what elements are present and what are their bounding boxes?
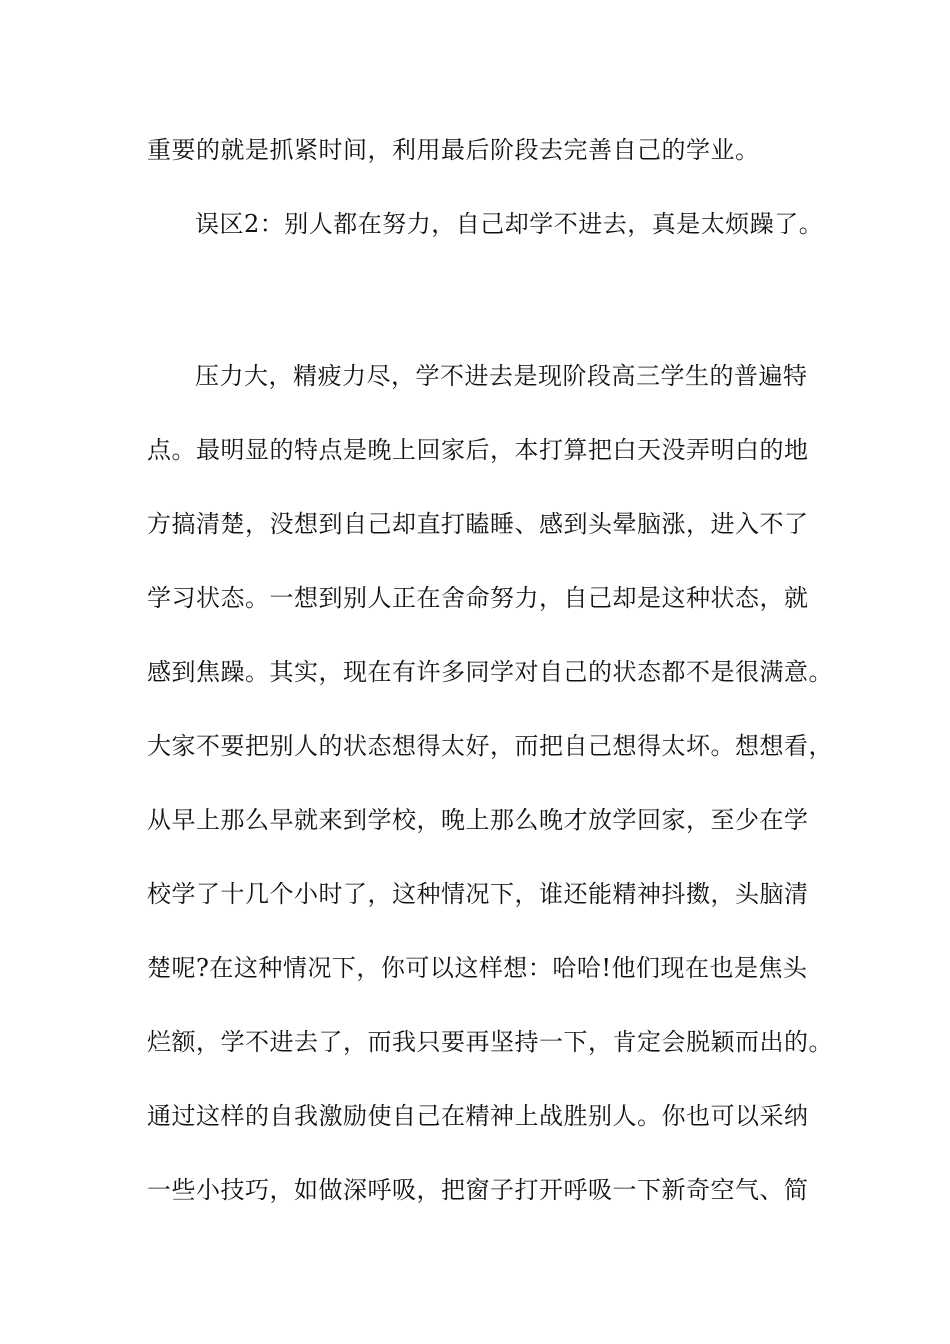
- text-line: 感到焦躁。其实，现在有许多同学对自己的状态都不是很满意。: [147, 658, 833, 686]
- text-line: 学习状态。一想到别人正在舍命努力，自己却是这种状态，就: [147, 584, 809, 612]
- text-line: 楚呢?在这种情况下，你可以这样想：哈哈!他们现在也是焦头: [147, 954, 808, 982]
- text-line: 方搞清楚，没想到自己却直打瞌睡、感到头晕脑涨，进入不了: [147, 510, 809, 538]
- text-line: 从早上那么早就来到学校，晚上那么晚才放学回家，至少在学: [147, 806, 809, 834]
- text-line: 通过这样的自我激励使自己在精神上战胜别人。你也可以采纳: [147, 1102, 809, 1130]
- text-line: 校学了十几个小时了，这种情况下，谁还能精神抖擞，头脑清: [147, 880, 809, 908]
- section-heading: 误区2：别人都在努力，自己却学不进去，真是太烦躁了。: [195, 210, 824, 238]
- text-line: 烂额，学不进去了，而我只要再坚持一下，肯定会脱颖而出的。: [147, 1028, 833, 1056]
- text-line: 大家不要把别人的状态想得太好，而把自己想得太坏。想想看，: [147, 732, 833, 760]
- text-line: 重要的就是抓紧时间，利用最后阶段去完善自己的学业。: [147, 136, 760, 164]
- text-line: 一些小技巧，如做深呼吸，把窗子打开呼吸一下新奇空气、简: [147, 1176, 809, 1204]
- text-line: 点。最明显的特点是晚上回家后，本打算把白天没弄明白的地: [147, 436, 809, 464]
- paragraph-first-line: 压力大，精疲力尽，学不进去是现阶段高三学生的普遍特: [195, 362, 808, 390]
